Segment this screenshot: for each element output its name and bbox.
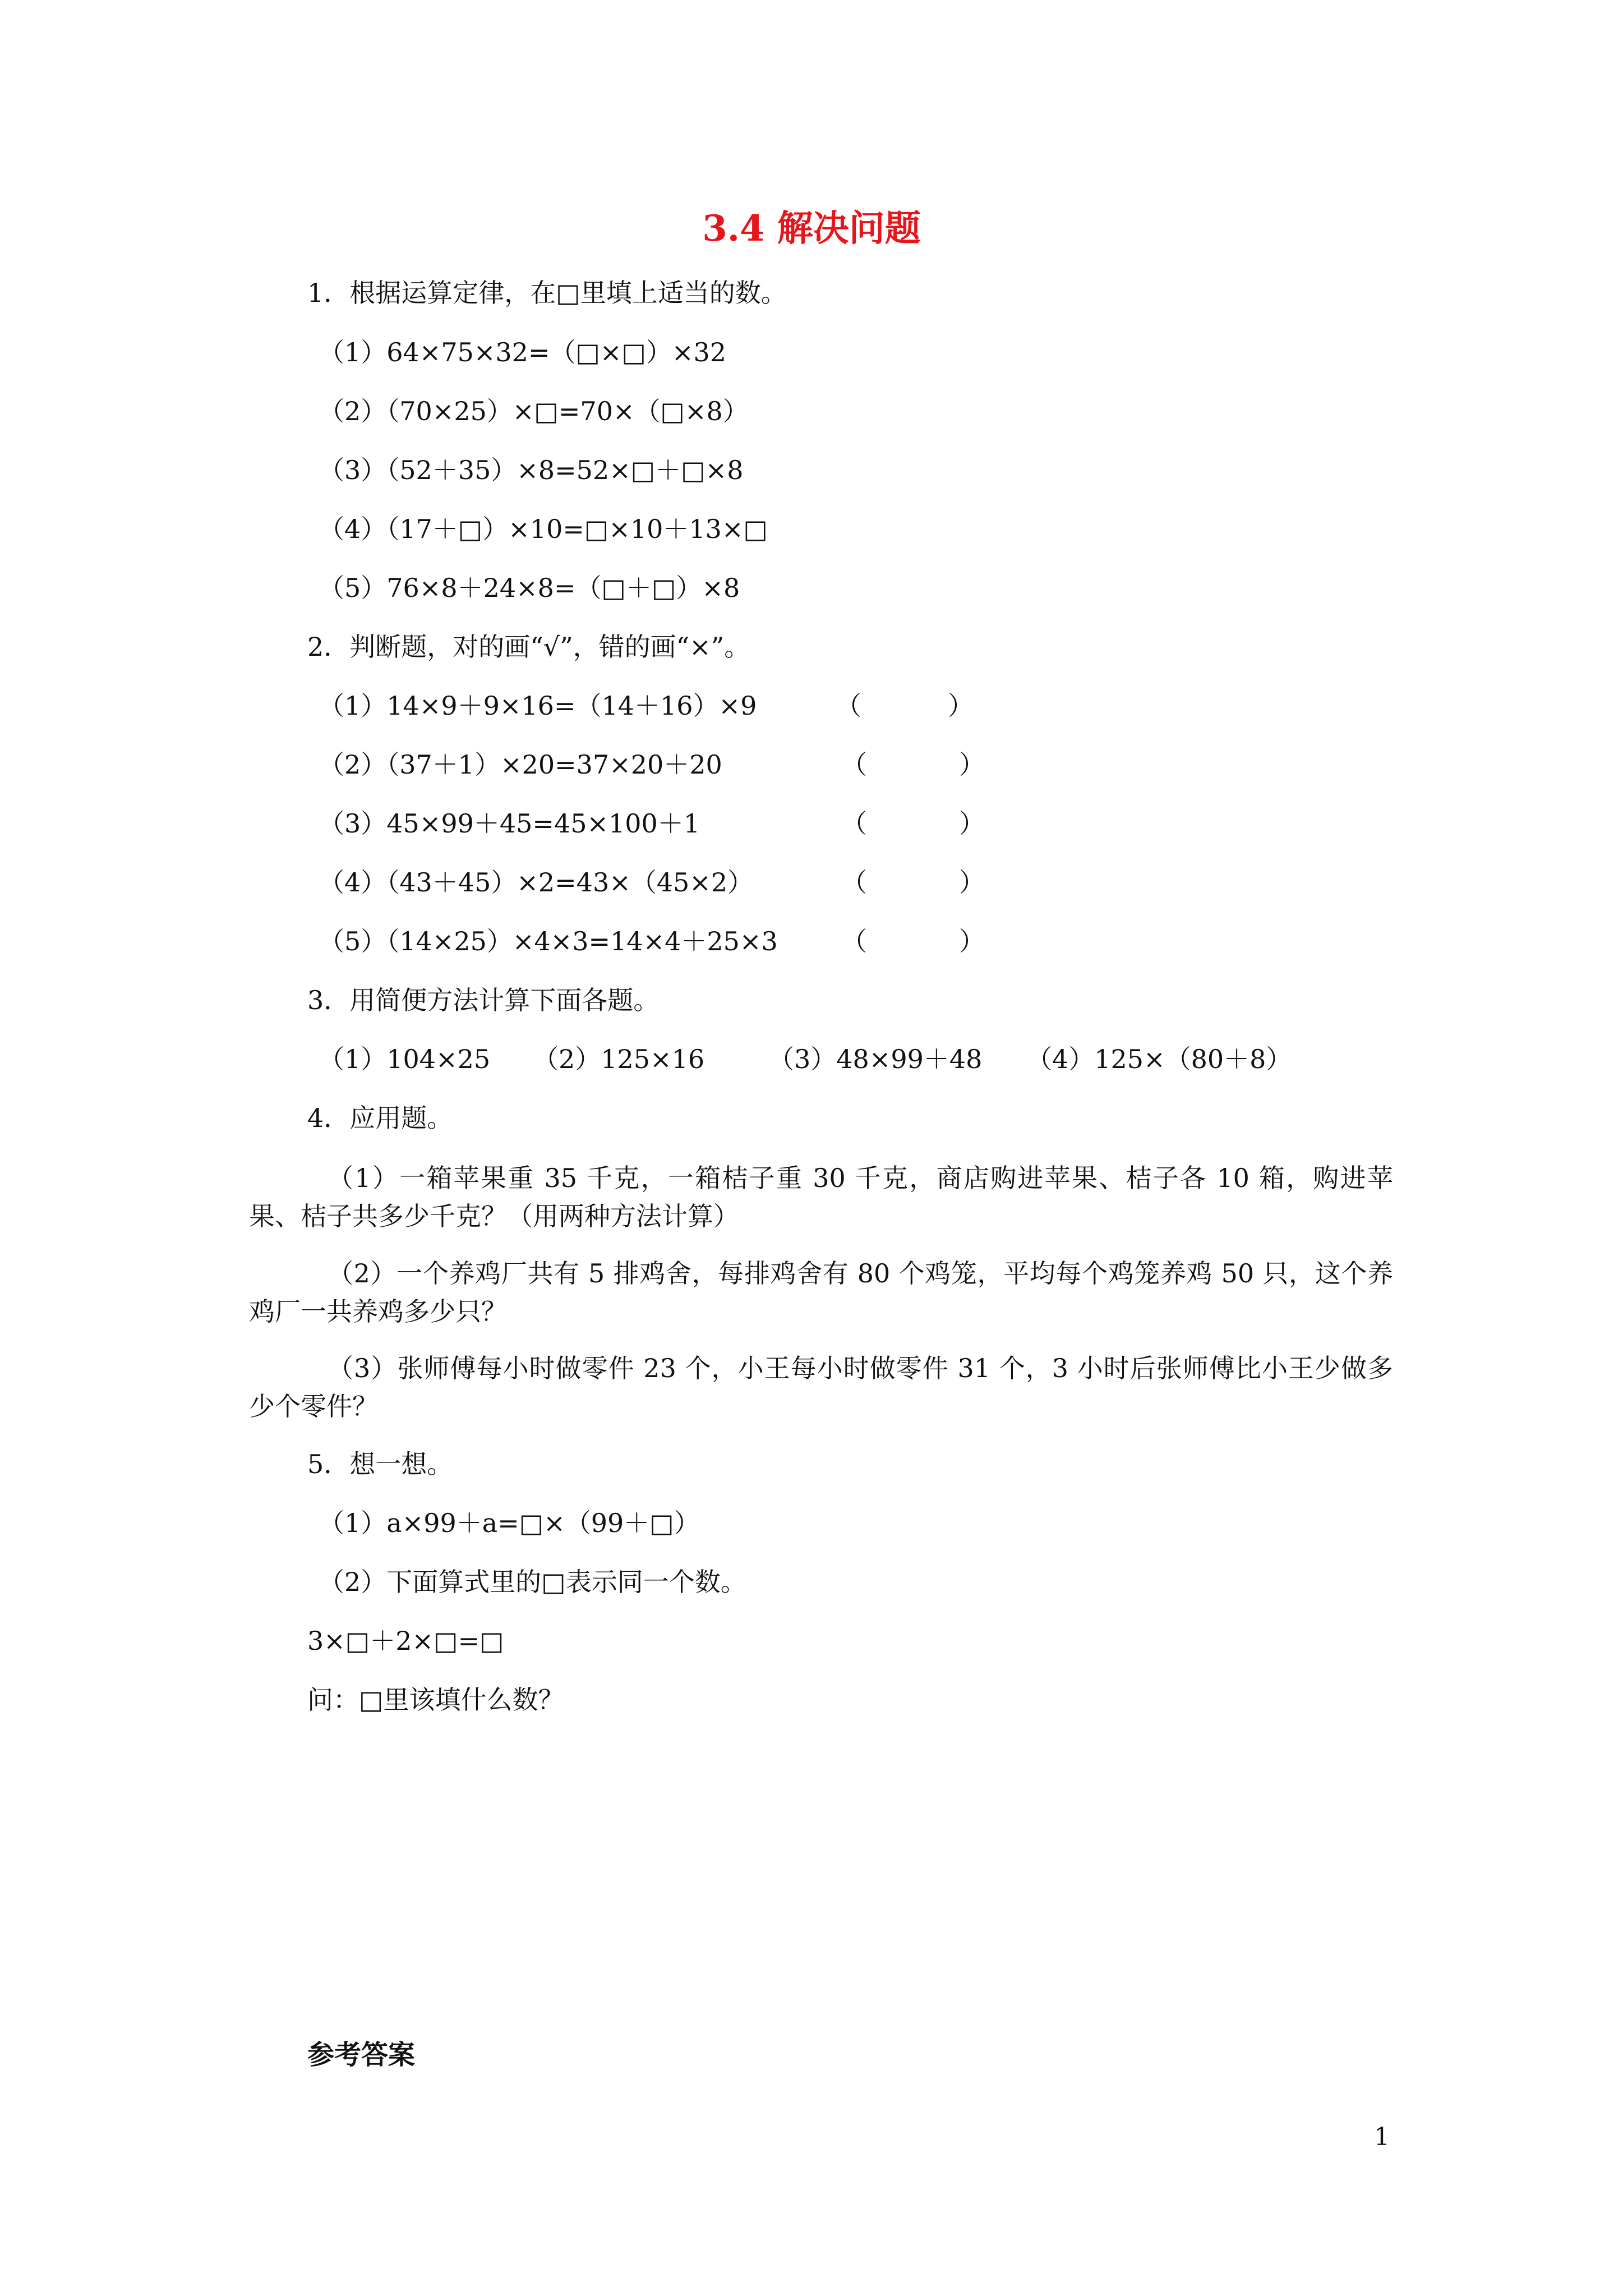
q5-equation: 3×□＋2×□=□ bbox=[307, 1626, 504, 1656]
q1-item-2: （2）（70×25）×□=70×（□×8） bbox=[319, 396, 749, 426]
q2-item-text: （1）14×9＋9×16=（14＋16）×9 bbox=[319, 691, 757, 721]
q5-item-1: （1）a×99＋a=□×（99＋□） bbox=[319, 1508, 700, 1538]
answer-blank-open[interactable]: （ bbox=[841, 926, 867, 956]
q4-item-1: （1）一箱苹果重 35 千克，一箱桔子重 30 千克，商店购进苹果、桔子各 10 箱，购进苹果、桔子共多少千克？（用两种方法计算） bbox=[249, 1163, 1393, 1231]
q1-item-5: （5）76×8＋24×8=（□＋□）×8 bbox=[319, 573, 740, 603]
q4-heading: 4．应用题。 bbox=[307, 1103, 453, 1133]
q4-item-2: （2）一个养鸡厂共有 5 排鸡舍，每排鸡舍有 80 个鸡笼，平均每个鸡笼养鸡 50 只，这个养鸡厂一共养鸡多少只？ bbox=[249, 1258, 1393, 1327]
answer-blank-open[interactable]: （ bbox=[841, 749, 867, 780]
answer-blank-close: ） bbox=[959, 808, 985, 839]
page-number: 1 bbox=[1374, 2123, 1390, 2151]
q2-item-text: （2）（37＋1）×20=37×20＋20 bbox=[319, 749, 722, 780]
q1-item-1: （1）64×75×32=（□×□）×32 bbox=[319, 337, 727, 367]
q4-item-3: （3）张师傅每小时做零件 23 个，小王每小时做零件 31 个，3 小时后张师傅比小王少做多少个零件？ bbox=[249, 1353, 1393, 1421]
q5-item-2: （2）下面算式里的□表示同一个数。 bbox=[319, 1567, 746, 1597]
q3-item-3: （3）48×99＋48 bbox=[768, 1044, 983, 1074]
q2-item-text: （5）（14×25）×4×3=14×4＋25×3 bbox=[319, 926, 778, 956]
answer-blank-close: ） bbox=[959, 926, 985, 956]
q3-heading: 3．用简便方法计算下面各题。 bbox=[307, 985, 660, 1015]
q1-item-3: （3）（52＋35）×8=52×□＋□×8 bbox=[319, 455, 744, 485]
q1-heading: 1．根据运算定律，在□里填上适当的数。 bbox=[307, 278, 787, 308]
answer-blank-close: ） bbox=[959, 867, 985, 898]
page-title: 3.4 解决问题 bbox=[702, 208, 921, 250]
q3-item-4: （4）125×（80＋8） bbox=[1026, 1044, 1292, 1074]
answer-blank-open[interactable]: （ bbox=[841, 808, 867, 839]
answer-blank-close: ） bbox=[948, 691, 974, 721]
answer-blank-close: ） bbox=[959, 749, 985, 780]
q5-question: 问：□里该填什么数？ bbox=[307, 1685, 564, 1715]
answer-heading: 参考答案 bbox=[307, 2039, 416, 2070]
q2-item-text: （4）（43＋45）×2=43×（45×2） bbox=[319, 867, 754, 898]
q3-item-2: （2）125×16 bbox=[533, 1044, 705, 1074]
q5-heading: 5．想一想。 bbox=[307, 1449, 453, 1479]
q3-item-1: （1）104×25 bbox=[319, 1044, 491, 1074]
q2-item-text: （3）45×99＋45=45×100＋1 bbox=[319, 808, 700, 839]
answer-blank-open[interactable]: （ bbox=[836, 691, 861, 721]
q2-heading: 2．判断题，对的画“√”，错的画“×”。 bbox=[307, 632, 750, 662]
answer-blank-open[interactable]: （ bbox=[841, 867, 867, 898]
q1-item-4: （4）（17＋□）×10=□×10＋13×□ bbox=[319, 514, 768, 544]
